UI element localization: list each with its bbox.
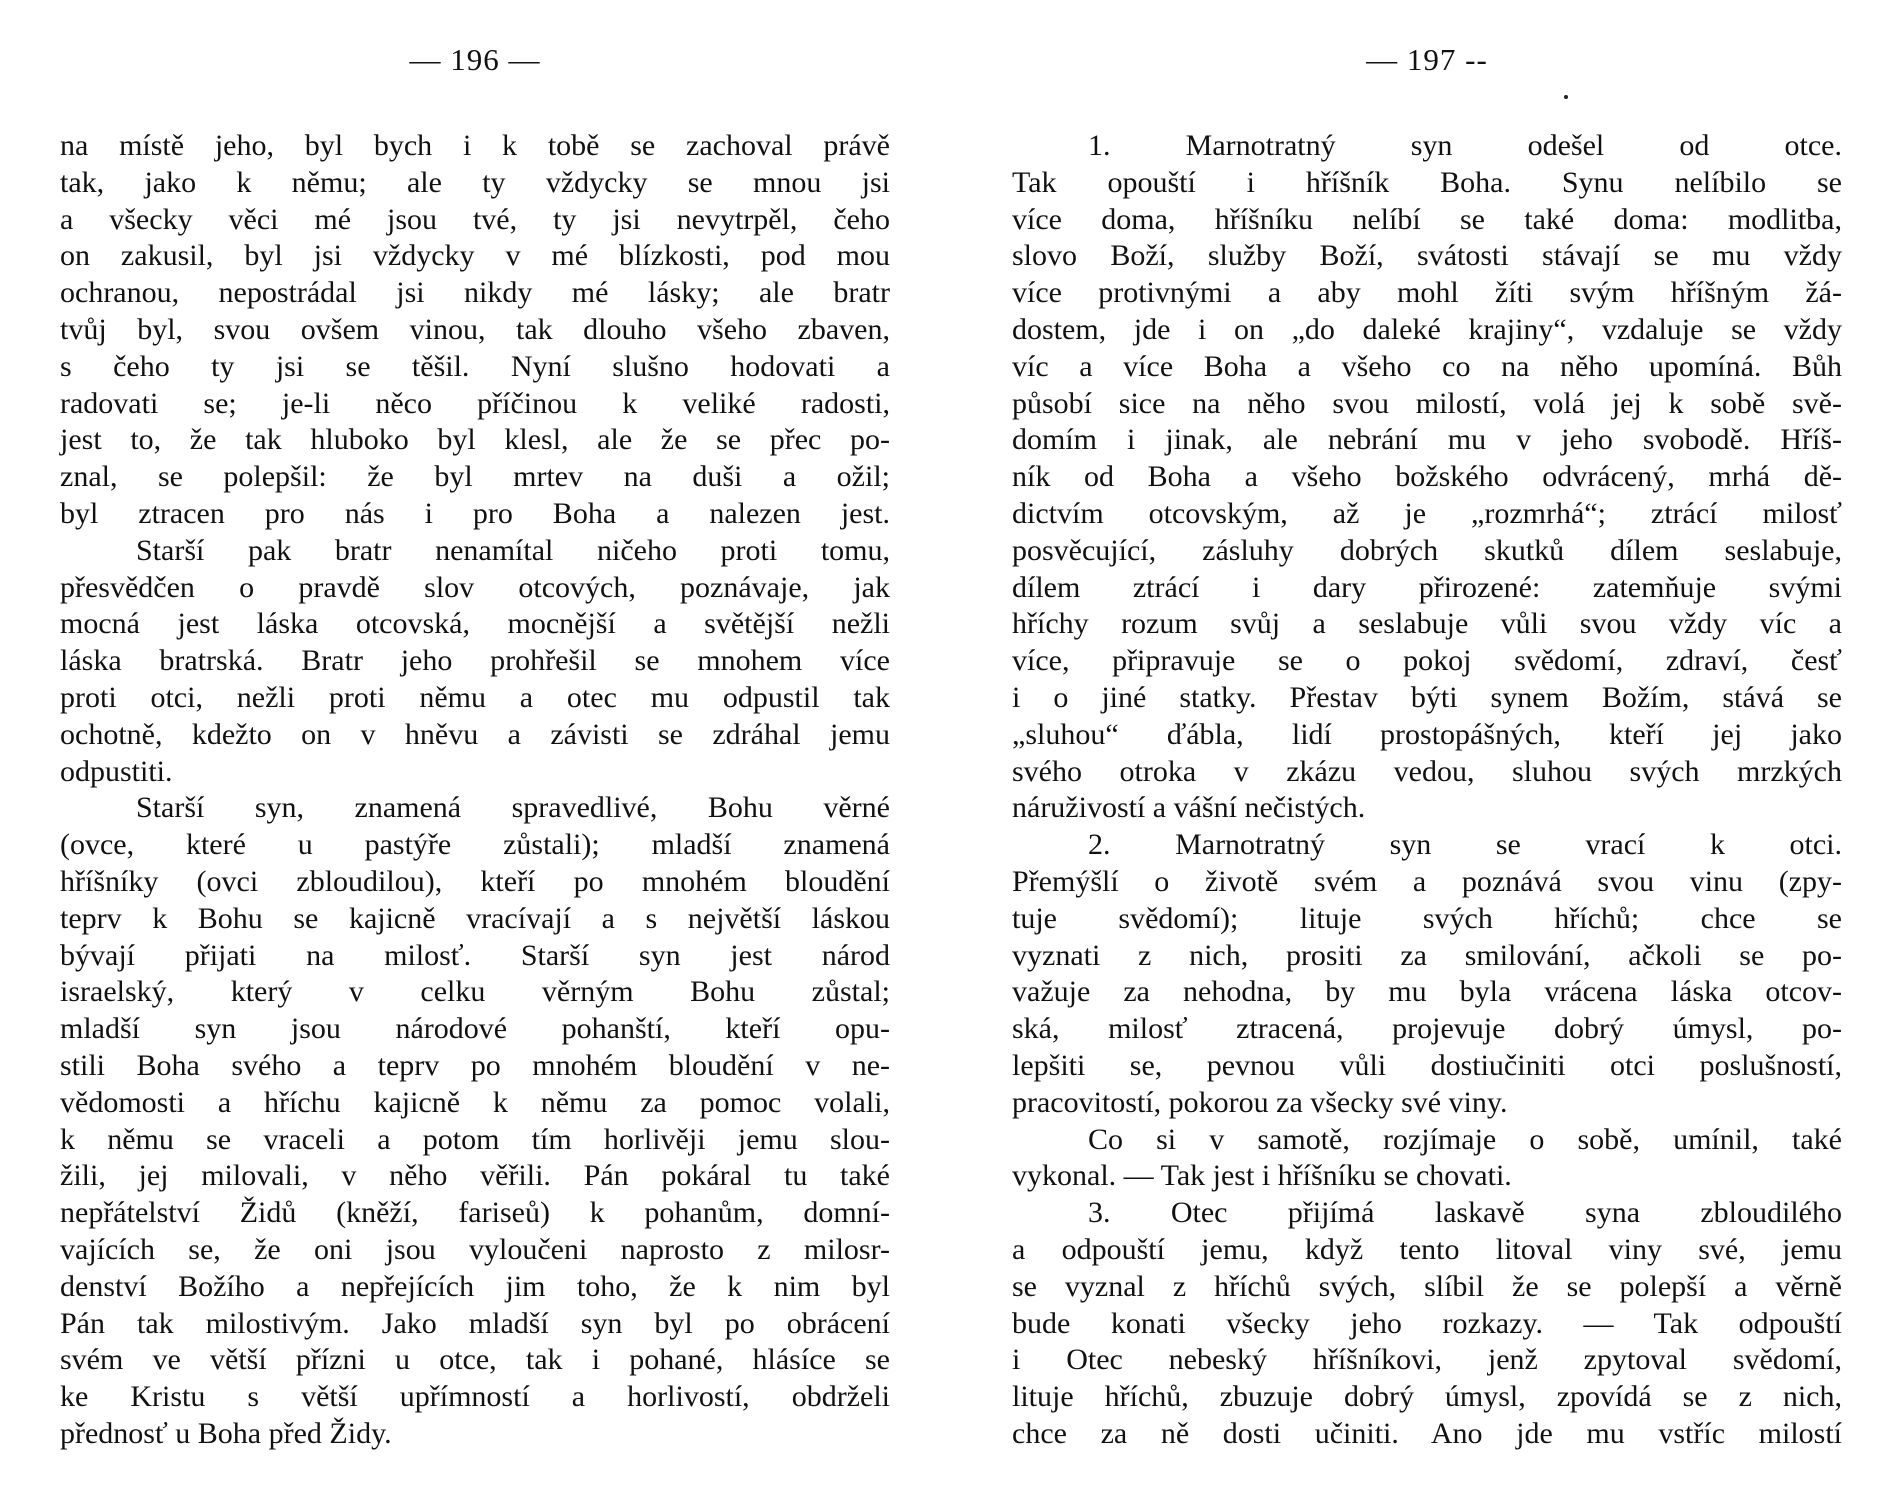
text-line: proti otci, nežli proti němu a otec mu odpustil tak <box>60 680 890 714</box>
text-line: hříšníky (ovci zbloudilou), kteří po mnohém bloudění <box>60 864 890 898</box>
text-line: Starší pak bratr nenamítal ničeho proti tomu, <box>136 533 890 567</box>
text-line: i Otec nebeský hříšníkovi, jenž zpytoval svědomí, <box>1012 1343 1842 1377</box>
text-line: znal, se polepšil: že byl mrtev na duši a ožil; <box>60 460 890 494</box>
text-line: s čeho ty jsi se těšil. Nyní slušno hodovati a <box>60 349 890 383</box>
page-number: — 196 — <box>409 42 541 77</box>
text-line: na místě jeho, byl bych i k tobě se zachoval právě <box>60 129 890 162</box>
text-line: přesvědčen o pravdě slov otcových, poznávaje, jak <box>60 570 890 604</box>
text-line: svého otroka v zkázu vedou, sluhou svých mrzkých <box>1012 754 1842 788</box>
text-line: nepřátelství Židů (kněží, fariseů) k pohanům, domní- <box>60 1196 890 1230</box>
text-line: Starší syn, znamená spravedlivé, Bohu věrné <box>136 791 890 825</box>
text-line: mladší syn jsou národové pohanští, kteří opu- <box>60 1012 890 1046</box>
text-line: byl ztracen pro nás i pro Boha a nalezen jest. <box>60 496 890 530</box>
right-page <box>1012 0 1842 1500</box>
text-line: važuje za nehodna, by mu byla vrácena láska otcov- <box>1012 975 1842 1009</box>
text-line: hříchy rozum svůj a seslabuje vůli svou vždy víc a <box>1012 607 1842 641</box>
text-line: lepšiti se, pevnou vůli dostiučiniti otci poslušností, <box>1012 1048 1842 1082</box>
text-line: tuje svědomí); lituje svých hříchů; chce se <box>1012 901 1842 935</box>
text-line: domím i jinak, ale nebrání mu v jeho svobodě. Hříš- <box>1012 423 1842 457</box>
text-line: žili, jej milovali, v něho věřili. Pán pokáral tu také <box>60 1159 890 1193</box>
text-line: se vyznal z hříchů svých, slíbil že se polepší a věrně <box>1012 1269 1842 1303</box>
text-line: radovati se; je-li něco příčinou k veliké radosti, <box>60 386 890 420</box>
text-line: ník od Boha a všeho božského odvrácený, mrhá dě- <box>1012 460 1842 494</box>
text-line: posvěcující, zásluhy dobrých skutků dílem seslabuje, <box>1012 533 1842 567</box>
text-line: ská, milosť ztracená, projevuje dobrý úmysl, po- <box>1012 1012 1842 1046</box>
text-line: víc a více Boha a všeho co na něho upomíná. Bůh <box>1012 349 1842 383</box>
text-line: Pán tak milostivým. Jako mladší syn byl po obrácení <box>60 1306 890 1340</box>
text-line: teprv k Bohu se kajicně vracívají a s největší láskou <box>60 901 890 935</box>
text-line: „sluhou“ ďábla, lidí prostopášných, kteří jej jako <box>1012 717 1842 751</box>
text-line: vykonal. — Tak jest i hříšníku se chovati. <box>1012 1159 1512 1193</box>
text-line: pracovitostí, pokorou za všecky své viny. <box>1012 1085 1508 1119</box>
page-text <box>1012 128 1842 1453</box>
text-line: dílem ztrácí i dary přirozené: zatemňuje svými <box>1012 570 1842 604</box>
text-line: odpustiti. <box>60 754 173 788</box>
text-line: dictvím otcovským, až je „rozmrhá“; ztrácí milosť <box>1012 496 1842 530</box>
text-line: Tak opouští i hříšník Boha. Synu nelíbilo se <box>1012 165 1842 199</box>
text-line: vědomosti a hříchu kajicně k němu za pomoc volali, <box>60 1085 890 1119</box>
text-line: 3. Otec přijímá laskavě syna zbloudilého <box>1088 1196 1842 1230</box>
text-line: denství Božího a nepřejících jim toho, že k nim byl <box>60 1269 890 1303</box>
text-line: jest to, že tak hluboko byl klesl, ale že se přec po- <box>60 423 890 457</box>
text-line: lituje hříchů, zbuzuje dobrý úmysl, zpovídá se z nich, <box>1012 1380 1842 1414</box>
text-line: více protivnými a aby mohl žíti svým hříšným žá- <box>1012 276 1842 310</box>
text-line: více doma, hříšníku nelíbí se také doma: modlitba, <box>1012 202 1842 236</box>
text-line: vyznati z nich, prositi za smilování, ačkoli se po- <box>1012 938 1842 972</box>
text-line: ke Kristu s větší upřímností a horlivostí, obdrželi <box>60 1380 890 1414</box>
text-line: působí sice na něho svou milostí, volá jej k sobě svě- <box>1012 386 1842 420</box>
text-line: mocná jest láska otcovská, mocnější a světější nežli <box>60 607 890 641</box>
text-line: slovo Boží, služby Boží, svátosti stávají se mu vždy <box>1012 239 1842 273</box>
text-line: (ovce, které u pastýře zůstali); mladší znamená <box>60 828 890 862</box>
text-line: vajících se, že oni jsou vyloučeni naprosto z milosr- <box>60 1232 890 1266</box>
text-line: k němu se vraceli a potom tím horlivěji jemu slou- <box>60 1122 890 1156</box>
text-line: náruživostí a vášní nečistých. <box>1012 791 1366 825</box>
text-line: dostem, jde i on „do daleké krajiny“, vzdaluje se vždy <box>1012 312 1842 346</box>
text-line: a všecky věci mé jsou tvé, ty jsi nevytrpěl, čeho <box>60 202 890 236</box>
page-text <box>60 128 890 1453</box>
page-number: — 197 -- <box>1366 42 1488 77</box>
text-line: stili Boha svého a teprv po mnohém bloudění v ne- <box>60 1048 890 1082</box>
text-line: ochranou, nepostrádal jsi nikdy mé lásky; ale bratr <box>60 276 890 310</box>
text-line: více, připravuje se o pokoj svědomí, zdraví, česť <box>1012 644 1842 678</box>
text-line: 1. Marnotratný syn odešel od otce. <box>1088 129 1842 162</box>
text-line: on zakusil, byl jsi vždycky v mé blízkosti, pod mou <box>60 239 890 273</box>
text-line: a odpouští jemu, když tento litoval viny své, jemu <box>1012 1232 1842 1266</box>
text-line: i o jiné statky. Přestav býti synem Božím, stává se <box>1012 680 1842 714</box>
text-line: láska bratrská. Bratr jeho prohřešil se mnohem více <box>60 644 890 678</box>
text-line: tak, jako k němu; ale ty vždycky se mnou jsi <box>60 165 890 199</box>
text-line: bude konati všecky jeho rozkazy. — Tak odpouští <box>1012 1306 1842 1340</box>
left-page <box>60 0 890 1500</box>
text-line: svém ve větší přízni u otce, tak i pohané, hlásíce se <box>60 1343 890 1377</box>
text-line: chce za ně dosti učiniti. Ano jde mu vstříc milostí <box>1012 1416 1842 1450</box>
text-line: přednosť u Boha před Židy. <box>60 1416 392 1450</box>
text-line: tvůj byl, svou ovšem vinou, tak dlouho všeho zbaven, <box>60 312 890 346</box>
text-line: Co si v samotě, rozjímaje o sobě, umínil, také <box>1088 1122 1842 1156</box>
text-line: israelský, který v celku věrným Bohu zůstal; <box>60 975 890 1009</box>
text-line: Přemýšlí o životě svém a poznává svou vinu (zpy- <box>1012 864 1842 898</box>
text-line: ochotně, kdežto on v hněvu a závisti se zdráhal jemu <box>60 717 890 751</box>
text-line: bývají přijati na milosť. Starší syn jest národ <box>60 938 890 972</box>
text-line: 2. Marnotratný syn se vrací k otci. <box>1088 828 1842 862</box>
